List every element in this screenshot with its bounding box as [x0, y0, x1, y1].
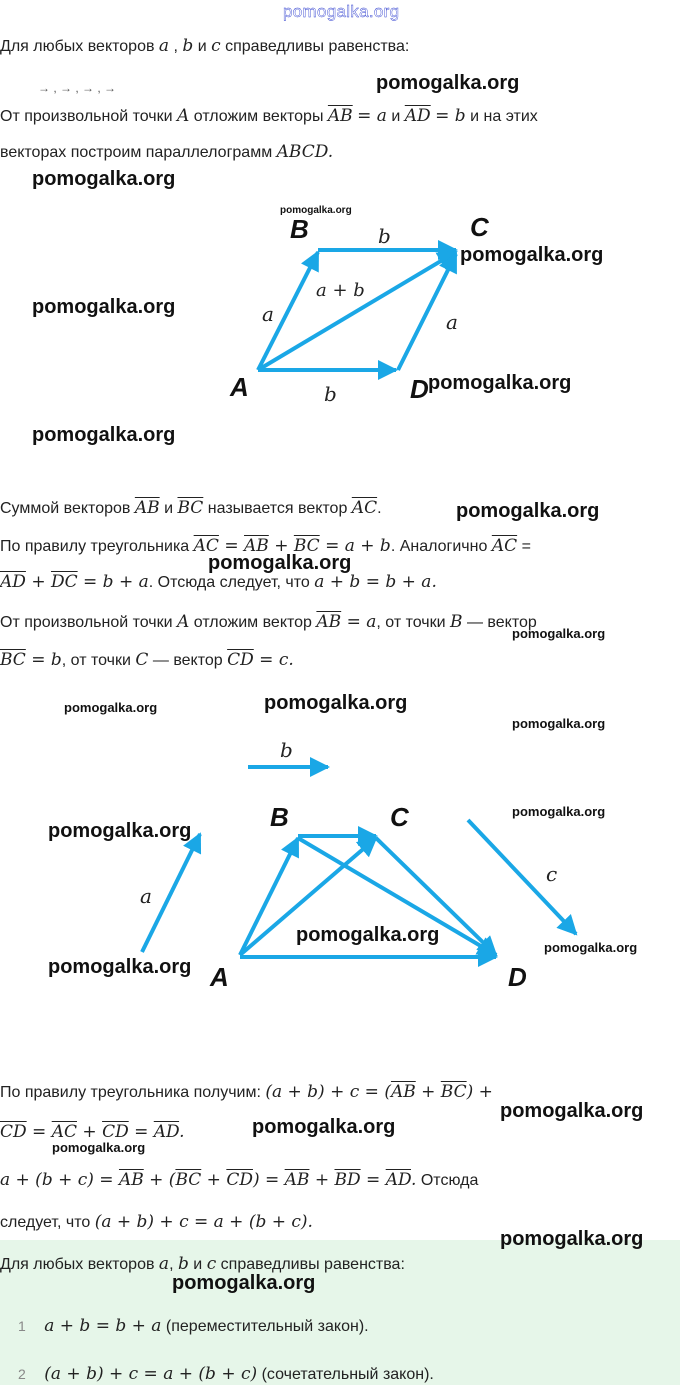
clipped-formula: → , → , → , → — [38, 81, 117, 95]
summary-item-1-law: (переместительный закон). — [165, 1318, 369, 1335]
sec2-l2-right: . Аналогично — [390, 538, 488, 555]
fig2-label-c: c — [546, 862, 558, 886]
sec3-line1: По правилу треугольника получим: $(a + b) + c = (\overline{AB} + \overline{BC})$ + — [0, 1082, 493, 1102]
math-a: a — [158, 36, 170, 56]
watermark: pomogalka.org — [500, 1228, 644, 1250]
para1-line2-text: векторах построим параллелограмм — [0, 144, 273, 161]
sec2-l1-and: и — [164, 500, 174, 517]
fig1-label-a-right: a — [446, 310, 458, 334]
fig2-label-B: B — [270, 802, 289, 832]
summary-item-2-num: 2 — [18, 1366, 26, 1382]
watermark: pomogalka.org — [32, 168, 176, 190]
sec2-l5-end: — вектор — [152, 652, 223, 669]
sec2-line2: По правилу треугольника $\overline{AC} = \overline{AB} + \overline{BC} = a + b$. Аналогично $\overline{AC}$ = — [0, 536, 531, 556]
sec3-line3: $a + (b + c) = \overline{AB} + (\overline{BC} + \overline{CD}) = \overline{AB} + \overline{BD} = \overline{AD}$. Отсюда — [0, 1170, 479, 1190]
watermark: pomogalka.org — [512, 626, 606, 641]
watermark: pomogalka.org — [208, 552, 352, 574]
sec2-l1-text: Суммой векторов — [0, 500, 131, 517]
intro-line: Для любых векторов a , b и c справедливы равенства: — [0, 36, 410, 56]
sec3-l4-text: следует, что — [0, 1214, 91, 1231]
sec2-l1-mid: называется вектор — [207, 500, 348, 517]
sec2-line3: $\overline{AD} + \overline{DC} = b + a$. Отсюда следует, что a + b = b + a. — [0, 572, 437, 592]
watermark: pomogalka.org — [252, 1116, 396, 1138]
para1-text-mid: отложим векторы — [193, 108, 324, 125]
fig2-vec-c-free — [468, 820, 576, 934]
fig1-label-B: B — [290, 214, 309, 244]
sec3-l1-text: По правилу треугольника получим: — [0, 1084, 261, 1101]
fig2-vec-AB — [240, 838, 298, 955]
fig2-label-A: A — [210, 962, 229, 992]
fig1-label-C: C — [470, 212, 489, 242]
summary-item-1-num: 1 — [18, 1318, 26, 1334]
sec2-l2-text: По правилу треугольника — [0, 538, 190, 555]
watermark: pomogalka.org — [172, 1272, 316, 1294]
watermark: pomogalka.org — [512, 804, 606, 819]
summary-item-2: 2 (a + b) + c = a + (b + c) (сочетательный закон). — [18, 1364, 434, 1384]
watermark: pomogalka.org — [460, 244, 604, 266]
sec2-l5-mid: , от точки — [61, 652, 131, 669]
para1-and: и — [391, 108, 401, 125]
fig2-label-D: D — [508, 962, 527, 992]
summary-intro-text: Для любых векторов — [0, 1256, 155, 1273]
sec2-line1: Суммой векторов $\overline{AB}$ и $\overline{BC}$ называется вектор $\overline{AC}$. — [0, 498, 382, 518]
intro-text-a: Для любых векторов — [0, 38, 159, 55]
math-c: c — [211, 36, 221, 56]
sec2-line4: От произвольной точки A отложим вектор $\overline{AB} = a$, от точки B — вектор — [0, 612, 537, 632]
fig2-label-C: C — [390, 802, 409, 832]
watermark: pomogalka.org — [280, 205, 352, 216]
watermark: pomogalka.org — [456, 500, 600, 522]
summary-intro-and: и — [193, 1256, 203, 1273]
summary-item-1: 1 a + b = b + a (переместительный закон). — [18, 1316, 369, 1336]
fig1-label-D: D — [410, 374, 429, 404]
sec2-l4-end: — вектор — [466, 614, 537, 631]
watermark: pomogalka.org — [296, 924, 440, 946]
sec3-l3-right: Отсюда — [420, 1172, 479, 1189]
watermark: pomogalka.org — [512, 716, 606, 731]
para1-line2 — [0, 142, 333, 163]
para1-text: От произвольной точки — [0, 108, 173, 125]
fig1-label-sum: a + b — [316, 280, 365, 301]
site-link[interactable]: pomogalka.org — [283, 2, 400, 21]
sec3-line4: следует, что (a + b) + c = a + (b + c). — [0, 1212, 313, 1232]
watermark: pomogalka.org — [376, 72, 520, 94]
watermark: pomogalka.org — [52, 1140, 146, 1155]
para1-line1: От произвольной точки A отложим векторы $\overline{AB} = a$ и $\overline{AD} = b$ и на этих — [0, 106, 538, 126]
watermark: pomogalka.org — [64, 700, 158, 715]
fig1-label-b-bottom: b — [324, 382, 337, 406]
sec3-line2: $\overline{CD} = \overline{AC} + \overline{CD} = \overline{AD}$. — [0, 1122, 185, 1142]
sec2-l4-mid: отложим вектор — [193, 614, 312, 631]
sec2-l3-mid: . Отсюда следует, что — [148, 574, 310, 591]
watermark: pomogalka.org — [32, 296, 176, 318]
sec2-line5: $\overline{BC} = b$, от точки C — вектор $\overline{CD} = c$. — [0, 650, 294, 670]
fig1-label-A: A — [230, 372, 249, 402]
math-b: b — [182, 36, 194, 56]
watermark: pomogalka.org — [48, 820, 192, 842]
summary-intro: Для любых векторов a, b и c справедливы равенства: — [0, 1254, 405, 1274]
watermark: pomogalka.org — [500, 1100, 644, 1122]
watermark: pomogalka.org — [264, 692, 408, 714]
fig2-label-a: a — [140, 884, 152, 908]
sec2-l4-text: От произвольной точки — [0, 614, 173, 631]
fig2-label-b: b — [280, 738, 293, 762]
para1-line2-math: ABCD. — [276, 142, 334, 162]
sec2-l4-right: , от точки — [376, 614, 446, 631]
para1-text-right: и на этих — [470, 108, 538, 125]
watermark: pomogalka.org — [544, 940, 638, 955]
fig1-label-b-top: b — [378, 224, 391, 248]
watermark: pomogalka.org — [48, 956, 192, 978]
watermark: pomogalka.org — [428, 372, 572, 394]
summary-item-2-law: (сочетательный закон). — [261, 1366, 434, 1383]
watermark: pomogalka.org — [32, 424, 176, 446]
fig1-label-a-left: a — [262, 302, 274, 326]
summary-intro-end: справедливы равенства: — [220, 1256, 405, 1273]
